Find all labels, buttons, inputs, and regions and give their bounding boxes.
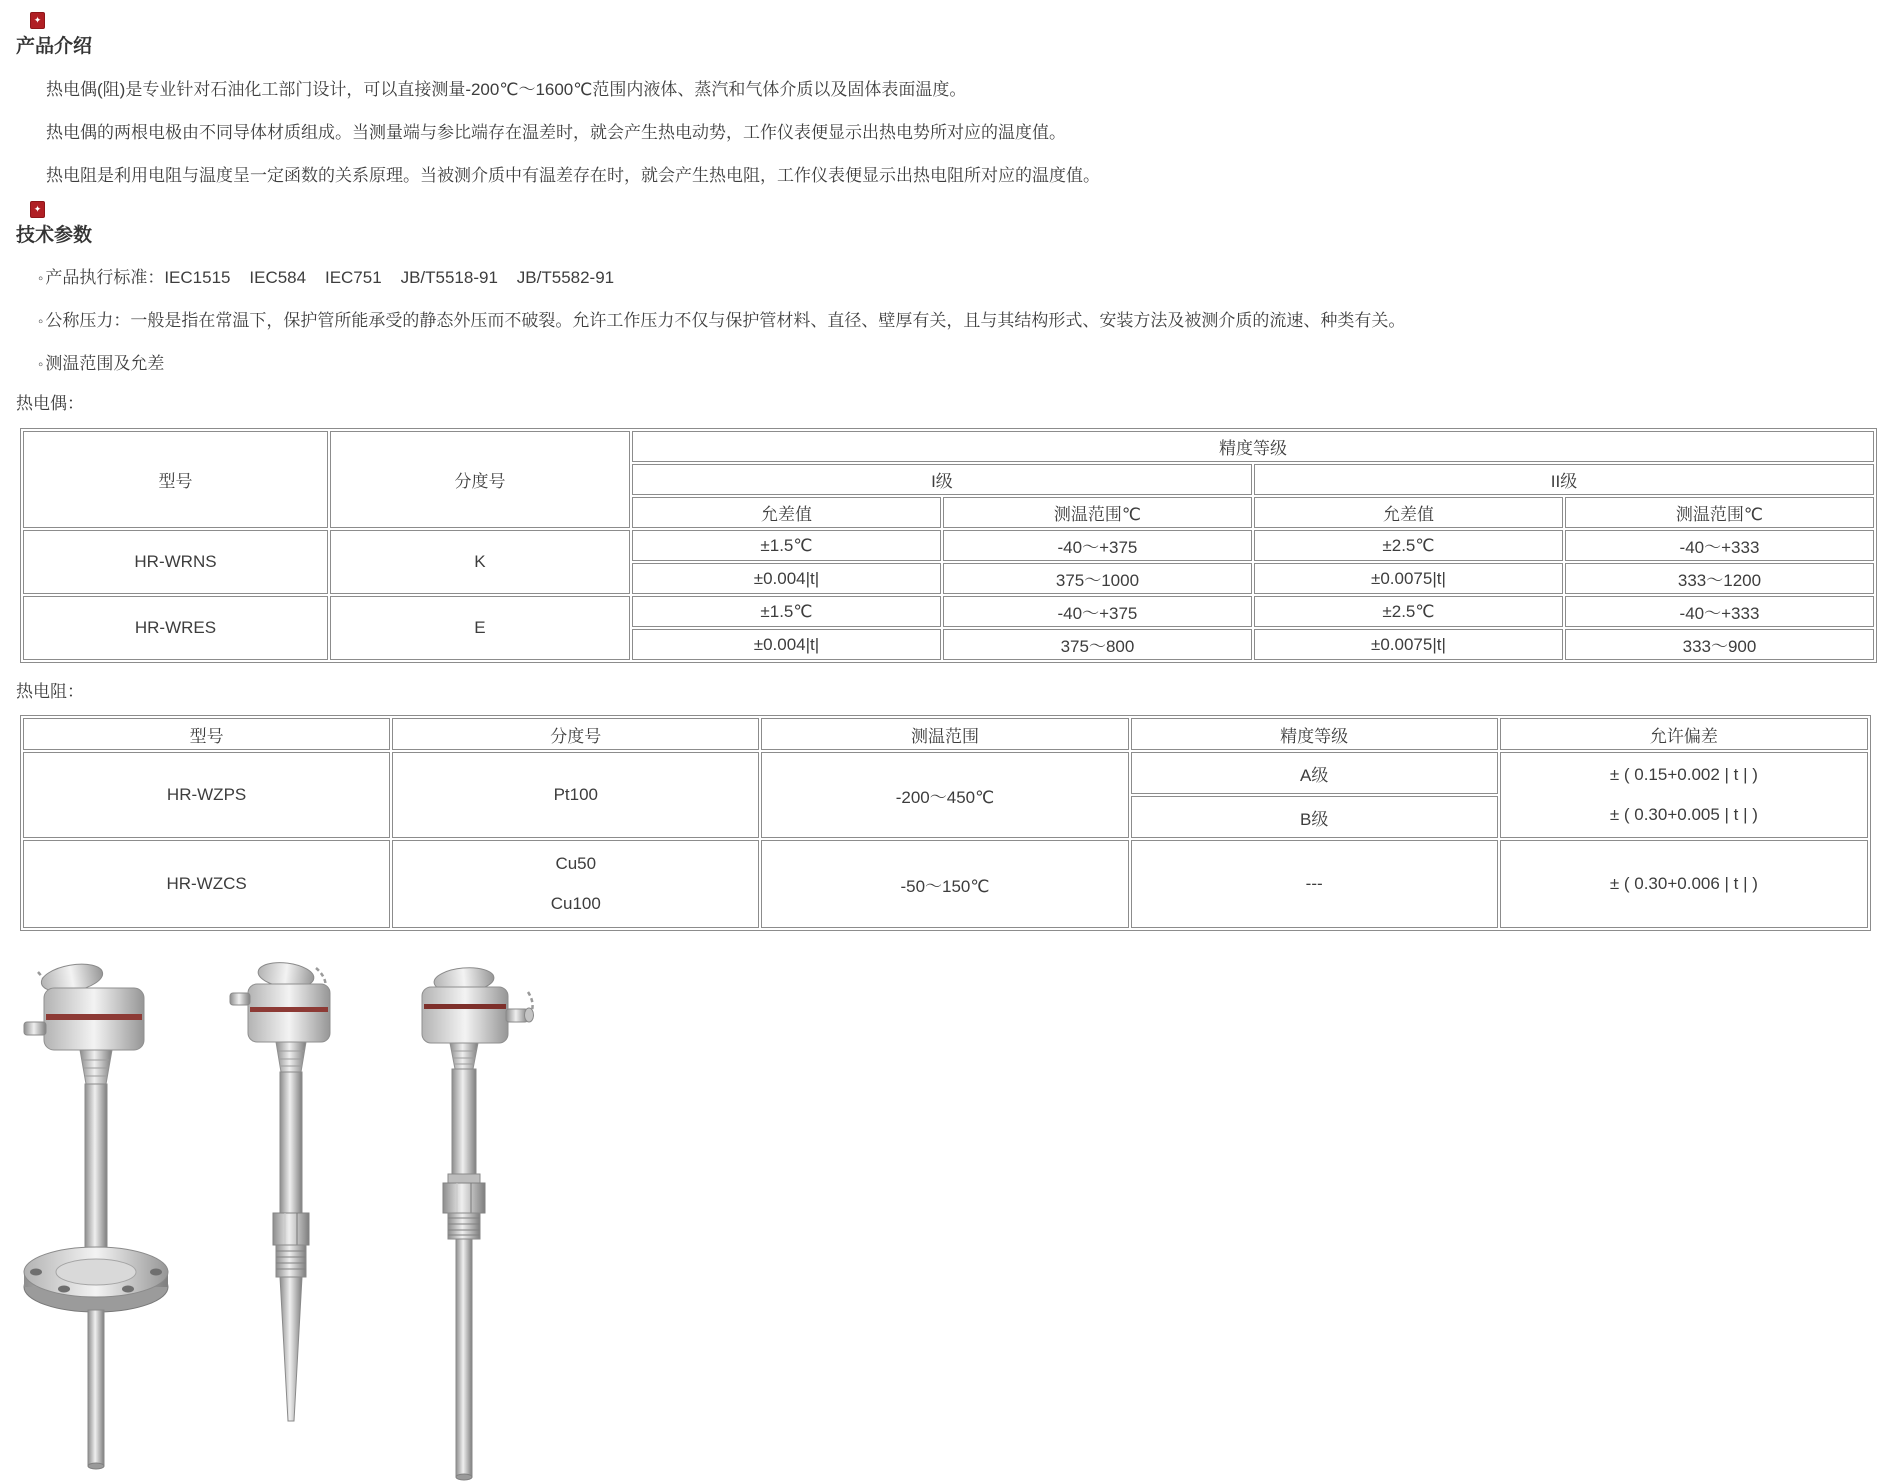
table-row bbox=[23, 752, 1868, 794]
cell-model: HR-WZPS bbox=[23, 752, 390, 838]
col-header-class-2: II级 bbox=[1254, 464, 1874, 495]
table-row bbox=[23, 530, 1874, 561]
cell-tolerance: ±2.5℃ bbox=[1254, 596, 1563, 627]
bullet-marker: ◦ bbox=[38, 356, 44, 373]
cell-range: -200～450℃ bbox=[761, 752, 1128, 838]
col-header-graduation: 分度号 bbox=[330, 431, 630, 528]
product-photos bbox=[20, 956, 1892, 1481]
col-header-range: 测温范围 bbox=[761, 718, 1128, 750]
product-photo-flanged-thermocouple bbox=[20, 956, 200, 1471]
rtd-table-label: 热电阻： bbox=[16, 682, 84, 701]
bullet-marker: ◦ bbox=[38, 313, 44, 330]
product-photo-tapered-thermocouple bbox=[214, 956, 364, 1451]
section-heading-product-intro: 产品介绍 bbox=[16, 36, 93, 57]
col-header-tolerance: 允差值 bbox=[632, 497, 941, 528]
table-row bbox=[23, 840, 1868, 928]
col-header-range: 测温范围℃ bbox=[943, 497, 1252, 528]
cell-range: -40～+333 bbox=[1565, 596, 1874, 627]
bullet-marker: ◦ bbox=[38, 270, 44, 287]
col-header-graduation: 分度号 bbox=[392, 718, 759, 750]
cell-range: 333～900 bbox=[1565, 629, 1874, 660]
cell-tolerance: ±1.5℃ bbox=[632, 596, 941, 627]
rtd-spec-table bbox=[20, 715, 1871, 931]
col-header-range: 测温范围℃ bbox=[1565, 497, 1874, 528]
col-header-class-1: I级 bbox=[632, 464, 1252, 495]
cell-tolerance: ±0.004|t| bbox=[632, 629, 941, 660]
cell-accuracy-class: B级 bbox=[1131, 796, 1498, 838]
tech-bullet-standards bbox=[38, 267, 1892, 290]
table-row bbox=[23, 596, 1874, 627]
cell-accuracy-class: --- bbox=[1131, 840, 1498, 928]
col-header-model: 型号 bbox=[23, 431, 328, 528]
cell-range: 375～1000 bbox=[943, 563, 1252, 594]
col-header-accuracy-class: 精度等级 bbox=[1131, 718, 1498, 750]
cell-model: HR-WRES bbox=[23, 596, 328, 660]
cell-range: -40～+375 bbox=[943, 530, 1252, 561]
graduation-line: Cu50 bbox=[555, 854, 597, 873]
tech-bullet-pressure bbox=[38, 310, 1892, 333]
cell-graduation: Pt100 bbox=[392, 752, 759, 838]
col-header-model: 型号 bbox=[23, 718, 390, 750]
cell-tolerance: ±0.0075|t| bbox=[1254, 629, 1563, 660]
tech-bullet-range bbox=[38, 353, 1892, 376]
product-photo-threaded-thermocouple bbox=[380, 956, 540, 1481]
cell-tolerance: ±0.004|t| bbox=[632, 563, 941, 594]
col-header-tolerance: 允差值 bbox=[1254, 497, 1563, 528]
col-header-allowed-deviation: 允许偏差 bbox=[1500, 718, 1868, 750]
cell-range: 375～800 bbox=[943, 629, 1252, 660]
cell-graduation: K bbox=[330, 530, 630, 594]
cell-allowed-deviation bbox=[1500, 752, 1868, 838]
cell-range: -40～+375 bbox=[943, 596, 1252, 627]
deviation-line: ± ( 0.15+0.002 | t | ) bbox=[1609, 765, 1758, 784]
cell-range: 333～1200 bbox=[1565, 563, 1874, 594]
cell-range: -40～+333 bbox=[1565, 530, 1874, 561]
graduation-line: Cu100 bbox=[550, 894, 601, 913]
bullet-text: 测温范围及允差 bbox=[45, 354, 165, 373]
cell-tolerance: ±2.5℃ bbox=[1254, 530, 1563, 561]
thermocouple-spec-table bbox=[20, 428, 1877, 663]
anchor-icon: ✦ bbox=[30, 201, 45, 218]
intro-paragraph: 热电阻是利用电阻与温度呈一定函数的关系原理。当被测介质中有温差存在时，就会产生热电阻，工作仪表便显示出热电阻所对应的温度值。 bbox=[46, 166, 1100, 185]
intro-paragraph: 热电偶的两根电极由不同导体材质组成。当测量端与参比端存在温差时，就会产生热电动势，工作仪表便显示出热电势所对应的温度值。 bbox=[46, 123, 1066, 142]
cell-allowed-deviation: ± ( 0.30+0.006 | t | ) bbox=[1500, 840, 1868, 928]
thermocouple-table-label: 热电偶： bbox=[16, 394, 84, 413]
anchor-icon: ✦ bbox=[30, 12, 45, 29]
bullet-text: 公称压力：一般是指在常温下，保护管所能承受的静态外压而不破裂。允许工作压力不仅与保护管材料、直径、壁厚有关，且与其结构形式、安装方法及被测介质的流速、种类有关。 bbox=[45, 311, 1406, 330]
deviation-line: ± ( 0.30+0.005 | t | ) bbox=[1609, 805, 1758, 824]
cell-model: HR-WRNS bbox=[23, 530, 328, 594]
cell-range: -50～150℃ bbox=[761, 840, 1128, 928]
cell-graduation: E bbox=[330, 596, 630, 660]
section-heading-tech-params: 技术参数 bbox=[16, 225, 93, 246]
intro-paragraph: 热电偶(阻)是专业针对石油化工部门设计，可以直接测量-200℃～1600℃范围内液体、蒸汽和气体介质以及固体表面温度。 bbox=[46, 80, 967, 99]
cell-model: HR-WZCS bbox=[23, 840, 390, 928]
cell-accuracy-class: A级 bbox=[1131, 752, 1498, 794]
cell-tolerance: ±1.5℃ bbox=[632, 530, 941, 561]
bullet-text: 产品执行标准：IEC1515 IEC584 IEC751 JB/T5518-91 JB/T5582-91 bbox=[45, 268, 615, 287]
cell-tolerance: ±0.0075|t| bbox=[1254, 563, 1563, 594]
col-header-accuracy-class: 精度等级 bbox=[632, 431, 1874, 462]
cell-graduation bbox=[392, 840, 759, 928]
